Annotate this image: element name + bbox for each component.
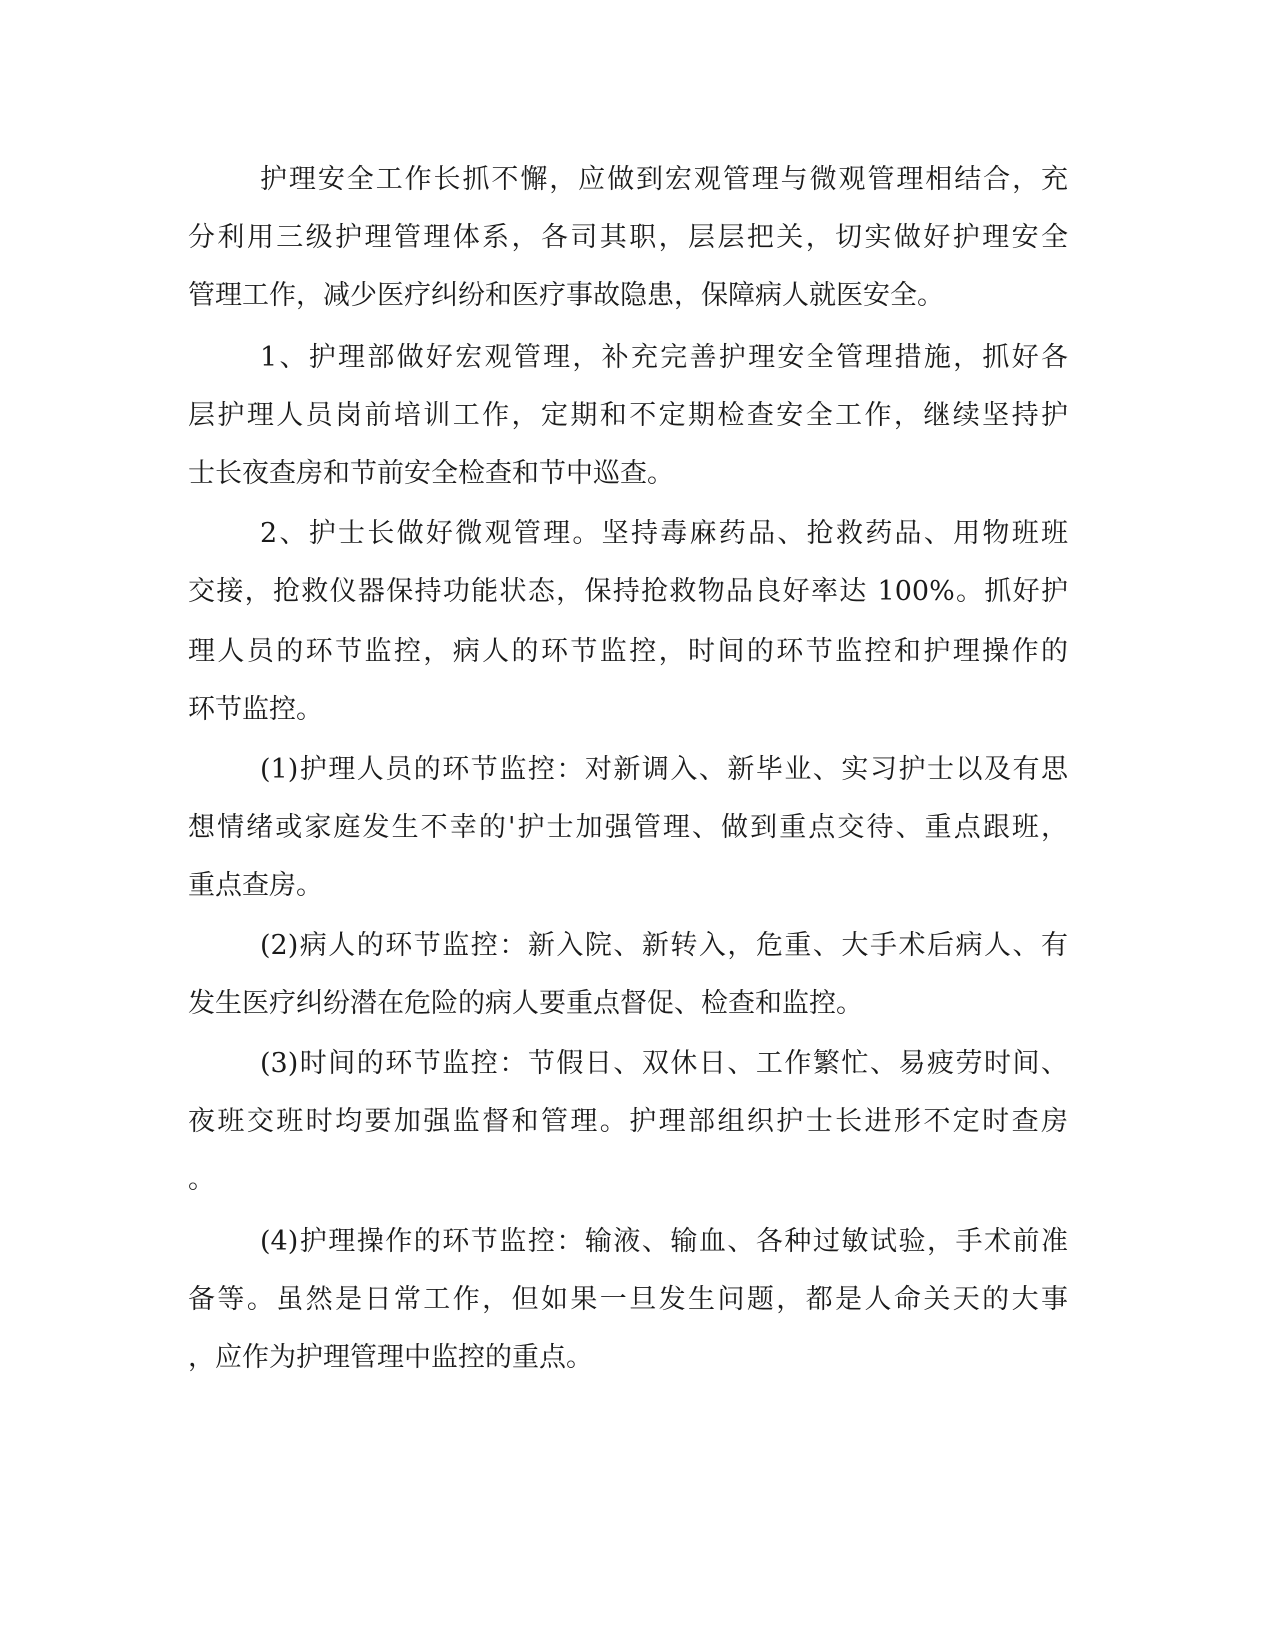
paragraph-6-line-1: (3)时间的环节监控：节假日、双休日、工作繁忙、易疲劳时间、 bbox=[260, 1048, 1068, 1079]
paragraph-2-line-1: 1、护理部做好宏观管理，补充完善护理安全管理措施，抓好各 bbox=[260, 342, 1068, 373]
paragraph-1-line-1: 护理安全工作长抓不懈，应做到宏观管理与微观管理相结合，充 bbox=[260, 164, 1068, 195]
paragraph-5-line-2: 发生医疗纠纷潜在危险的病人要重点督促、检查和监控。 bbox=[188, 988, 863, 1019]
paragraph-4-line-3: 重点查房。 bbox=[188, 870, 323, 901]
paragraph-7-line-1: (4)护理操作的环节监控：输液、输血、各种过敏试验，手术前准 bbox=[260, 1226, 1068, 1257]
paragraph-7-line-2: 备等。虽然是日常工作，但如果一旦发生问题，都是人命关天的大事 bbox=[188, 1284, 1068, 1315]
paragraph-2-line-3: 士长夜查房和节前安全检查和节中巡查。 bbox=[188, 458, 674, 489]
paragraph-3-line-4: 环节监控。 bbox=[188, 694, 323, 725]
paragraph-6-line-3: 。 bbox=[188, 1164, 215, 1195]
paragraph-5-line-1: (2)病人的环节监控：新入院、新转入，危重、大手术后病人、有 bbox=[260, 930, 1068, 961]
paragraph-4-line-1: (1)护理人员的环节监控：对新调入、新毕业、实习护士以及有思 bbox=[260, 754, 1068, 785]
paragraph-3-line-3: 理人员的环节监控，病人的环节监控，时间的环节监控和护理操作的 bbox=[188, 636, 1068, 667]
paragraph-1-line-2: 分利用三级护理管理体系，各司其职，层层把关，切实做好护理安全 bbox=[188, 222, 1068, 253]
paragraph-1-line-3: 管理工作，减少医疗纠纷和医疗事故隐患，保障病人就医安全。 bbox=[188, 280, 944, 311]
paragraph-3-line-2: 交接，抢救仪器保持功能状态，保持抢救物品良好率达 100%。抓好护 bbox=[188, 576, 1068, 607]
paragraph-6-line-2: 夜班交班时均要加强监督和管理。护理部组织护士长进形不定时查房 bbox=[188, 1106, 1068, 1137]
paragraph-4-line-2: 想情绪或家庭发生不幸的'护士加强管理、做到重点交待、重点跟班， bbox=[188, 812, 1068, 843]
paragraph-2-line-2: 层护理人员岗前培训工作，定期和不定期检查安全工作，继续坚持护 bbox=[188, 400, 1068, 431]
paragraph-7-line-3: ，应作为护理管理中监控的重点。 bbox=[188, 1342, 593, 1373]
paragraph-3-line-1: 2、护士长做好微观管理。坚持毒麻药品、抢救药品、用物班班 bbox=[260, 518, 1068, 549]
